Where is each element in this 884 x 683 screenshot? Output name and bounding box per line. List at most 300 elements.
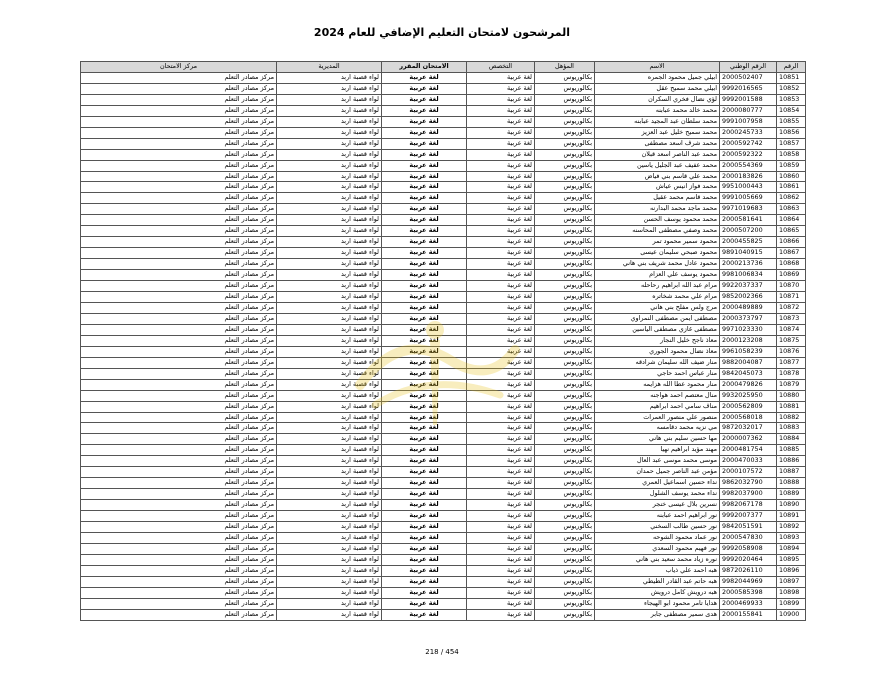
national-id: 2000007362 xyxy=(720,434,777,445)
exam-center: مركز مصادر التعلم xyxy=(81,543,277,554)
row-number: 10882 xyxy=(777,412,806,423)
qualification: بكالوريوس xyxy=(535,401,595,412)
row-number: 10864 xyxy=(777,215,806,226)
specialization: لغة عربية xyxy=(467,456,535,467)
specialization: لغة عربية xyxy=(467,335,535,346)
exam-center: مركز مصادر التعلم xyxy=(81,237,277,248)
table-row xyxy=(81,259,806,270)
exam-subject: لغة عربية xyxy=(382,270,467,281)
exam-subject: لغة عربية xyxy=(382,500,467,511)
candidate-name: منار عباس احمد حاجي xyxy=(595,368,720,379)
national-id: 9981006834 xyxy=(720,270,777,281)
exam-subject: لغة عربية xyxy=(382,149,467,160)
directorate: لواء قصبة اربد xyxy=(277,237,382,248)
directorate: لواء قصبة اربد xyxy=(277,489,382,500)
qualification: بكالوريوس xyxy=(535,434,595,445)
candidate-name: هدى سمير مصطفى جابر xyxy=(595,609,720,620)
row-number: 10885 xyxy=(777,445,806,456)
exam-center: مركز مصادر التعلم xyxy=(81,445,277,456)
specialization: لغة عربية xyxy=(467,259,535,270)
national-id: 9872026110 xyxy=(720,565,777,576)
specialization: لغة عربية xyxy=(467,292,535,303)
row-number: 10883 xyxy=(777,423,806,434)
row-number: 10860 xyxy=(777,171,806,182)
row-number: 10872 xyxy=(777,302,806,313)
table-row xyxy=(81,467,806,478)
exam-subject: لغة عربية xyxy=(382,543,467,554)
qualification: بكالوريوس xyxy=(535,609,595,620)
row-number: 10881 xyxy=(777,401,806,412)
row-number: 10873 xyxy=(777,313,806,324)
candidate-name: محمد سلطان عبد المجيد عبابنه xyxy=(595,116,720,127)
row-number: 10861 xyxy=(777,182,806,193)
row-number: 10895 xyxy=(777,554,806,565)
specialization: لغة عربية xyxy=(467,94,535,105)
table-row xyxy=(81,237,806,248)
specialization: لغة عربية xyxy=(467,281,535,292)
candidate-name: محمد سميح خليل عبد العزيز xyxy=(595,127,720,138)
exam-center: مركز مصادر التعلم xyxy=(81,522,277,533)
exam-center: مركز مصادر التعلم xyxy=(81,576,277,587)
specialization: لغة عربية xyxy=(467,127,535,138)
table-row xyxy=(81,324,806,335)
qualification: بكالوريوس xyxy=(535,554,595,565)
national-id: 2000562809 xyxy=(720,401,777,412)
specialization: لغة عربية xyxy=(467,215,535,226)
table-row xyxy=(81,116,806,127)
exam-subject: لغة عربية xyxy=(382,72,467,83)
national-id: 9961058239 xyxy=(720,346,777,357)
row-number: 10894 xyxy=(777,543,806,554)
table-row xyxy=(81,171,806,182)
specialization: لغة عربية xyxy=(467,390,535,401)
directorate: لواء قصبة اربد xyxy=(277,379,382,390)
table-row xyxy=(81,193,806,204)
national-id: 2000592742 xyxy=(720,138,777,149)
table-row xyxy=(81,379,806,390)
candidate-name: نوره زياد محمد سعيد بني هاني xyxy=(595,554,720,565)
specialization: لغة عربية xyxy=(467,171,535,182)
table-row xyxy=(81,554,806,565)
row-number: 10897 xyxy=(777,576,806,587)
table-row xyxy=(81,105,806,116)
exam-center: مركز مصادر التعلم xyxy=(81,105,277,116)
exam-center: مركز مصادر التعلم xyxy=(81,609,277,620)
directorate: لواء قصبة اربد xyxy=(277,149,382,160)
header-center: مركز الامتحان xyxy=(81,62,277,73)
qualification: بكالوريوس xyxy=(535,324,595,335)
header-national-id: الرقم الوطني xyxy=(720,62,777,73)
row-number: 10868 xyxy=(777,259,806,270)
table-header-row xyxy=(81,62,806,73)
specialization: لغة عربية xyxy=(467,116,535,127)
directorate: لواء قصبة اربد xyxy=(277,324,382,335)
qualification: بكالوريوس xyxy=(535,226,595,237)
exam-subject: لغة عربية xyxy=(382,138,467,149)
qualification: بكالوريوس xyxy=(535,259,595,270)
directorate: لواء قصبة اربد xyxy=(277,412,382,423)
qualification: بكالوريوس xyxy=(535,313,595,324)
row-number: 10871 xyxy=(777,292,806,303)
exam-subject: لغة عربية xyxy=(382,259,467,270)
national-id: 9842051591 xyxy=(720,522,777,533)
directorate: لواء قصبة اربد xyxy=(277,478,382,489)
candidate-name: منصور علي منصور العمرات xyxy=(595,412,720,423)
directorate: لواء قصبة اربد xyxy=(277,302,382,313)
exam-subject: لغة عربية xyxy=(382,292,467,303)
national-id: 9932025950 xyxy=(720,390,777,401)
table-row xyxy=(81,72,806,83)
table-row xyxy=(81,478,806,489)
specialization: لغة عربية xyxy=(467,368,535,379)
row-number: 10854 xyxy=(777,105,806,116)
candidate-name: محمد فواز انيس عياش xyxy=(595,182,720,193)
qualification: بكالوريوس xyxy=(535,302,595,313)
qualification: بكالوريوس xyxy=(535,204,595,215)
exam-subject: لغة عربية xyxy=(382,379,467,390)
exam-subject: لغة عربية xyxy=(382,511,467,522)
specialization: لغة عربية xyxy=(467,226,535,237)
national-id: 9842045073 xyxy=(720,368,777,379)
directorate: لواء قصبة اربد xyxy=(277,346,382,357)
candidate-name: هبه حاتم عبد القادر الطيطي xyxy=(595,576,720,587)
page-number: 218 / 454 xyxy=(425,648,459,656)
qualification: بكالوريوس xyxy=(535,489,595,500)
exam-subject: لغة عربية xyxy=(382,587,467,598)
exam-center: مركز مصادر التعلم xyxy=(81,204,277,215)
candidate-name: مؤمن عبد الناصر جميل حمدان xyxy=(595,467,720,478)
table-row xyxy=(81,281,806,292)
national-id: 2000489889 xyxy=(720,302,777,313)
candidate-name: مهند مؤيد ابراهيم نهيا xyxy=(595,445,720,456)
exam-subject: لغة عربية xyxy=(382,565,467,576)
header-no: الرقم xyxy=(777,62,806,73)
table-row xyxy=(81,215,806,226)
national-id: 9852002366 xyxy=(720,292,777,303)
table-row xyxy=(81,434,806,445)
qualification: بكالوريوس xyxy=(535,281,595,292)
specialization: لغة عربية xyxy=(467,313,535,324)
exam-center: مركز مصادر التعلم xyxy=(81,160,277,171)
directorate: لواء قصبة اربد xyxy=(277,554,382,565)
row-number: 10879 xyxy=(777,379,806,390)
header-qualification: المؤهل xyxy=(535,62,595,73)
directorate: لواء قصبة اربد xyxy=(277,138,382,149)
directorate: لواء قصبة اربد xyxy=(277,259,382,270)
header-exam: الامتحان المقرر xyxy=(382,62,467,73)
specialization: لغة عربية xyxy=(467,587,535,598)
specialization: لغة عربية xyxy=(467,83,535,94)
candidate-name: مرام علي محمد شخاتره xyxy=(595,292,720,303)
exam-center: مركز مصادر التعلم xyxy=(81,94,277,105)
table-row xyxy=(81,160,806,171)
candidate-name: مي نزيه محمد دقامسه xyxy=(595,423,720,434)
national-id: 9971023330 xyxy=(720,324,777,335)
specialization: لغة عربية xyxy=(467,489,535,500)
table-row xyxy=(81,127,806,138)
specialization: لغة عربية xyxy=(467,423,535,434)
qualification: بكالوريوس xyxy=(535,511,595,522)
directorate: لواء قصبة اربد xyxy=(277,72,382,83)
specialization: لغة عربية xyxy=(467,182,535,193)
candidate-name: ابيلي محمد سميح عقل xyxy=(595,83,720,94)
exam-subject: لغة عربية xyxy=(382,281,467,292)
national-id: 2000213736 xyxy=(720,259,777,270)
exam-center: مركز مصادر التعلم xyxy=(81,302,277,313)
exam-center: مركز مصادر التعلم xyxy=(81,532,277,543)
page-title: المرشحون لامتحان التعليم الإضافي للعام 2024 xyxy=(313,26,571,39)
exam-subject: لغة عربية xyxy=(382,390,467,401)
candidate-name: محمود عادل محمد شريف بني هاني xyxy=(595,259,720,270)
qualification: بكالوريوس xyxy=(535,335,595,346)
exam-subject: لغة عربية xyxy=(382,182,467,193)
qualification: بكالوريوس xyxy=(535,149,595,160)
national-id: 9872032017 xyxy=(720,423,777,434)
specialization: لغة عربية xyxy=(467,149,535,160)
row-number: 10893 xyxy=(777,532,806,543)
qualification: بكالوريوس xyxy=(535,237,595,248)
national-id: 2000245733 xyxy=(720,127,777,138)
exam-center: مركز مصادر التعلم xyxy=(81,565,277,576)
candidate-name: هدايا تامر محمود ابو الهيجاء xyxy=(595,598,720,609)
exam-center: مركز مصادر التعلم xyxy=(81,292,277,303)
national-id: 9971019683 xyxy=(720,204,777,215)
row-number: 10898 xyxy=(777,587,806,598)
qualification: بكالوريوس xyxy=(535,138,595,149)
exam-center: مركز مصادر التعلم xyxy=(81,379,277,390)
directorate: لواء قصبة اربد xyxy=(277,434,382,445)
qualification: بكالوريوس xyxy=(535,105,595,116)
national-id: 2000481754 xyxy=(720,445,777,456)
directorate: لواء قصبة اربد xyxy=(277,368,382,379)
candidate-name: معاذ ناجح خليل النجار xyxy=(595,335,720,346)
table-row xyxy=(81,500,806,511)
candidate-name: محمد عفيف عبد الجليل ياسين xyxy=(595,160,720,171)
national-id: 9991005669 xyxy=(720,193,777,204)
exam-subject: لغة عربية xyxy=(382,346,467,357)
row-number: 10858 xyxy=(777,149,806,160)
exam-subject: لغة عربية xyxy=(382,445,467,456)
directorate: لواء قصبة اربد xyxy=(277,543,382,554)
directorate: لواء قصبة اربد xyxy=(277,609,382,620)
national-id: 2000080777 xyxy=(720,105,777,116)
directorate: لواء قصبة اربد xyxy=(277,292,382,303)
table-row xyxy=(81,511,806,522)
header-specialization: التخصص xyxy=(467,62,535,73)
exam-center: مركز مصادر التعلم xyxy=(81,335,277,346)
exam-subject: لغة عربية xyxy=(382,215,467,226)
candidate-name: محمد محمود يوسف الحسن xyxy=(595,215,720,226)
national-id: 2000554369 xyxy=(720,160,777,171)
qualification: بكالوريوس xyxy=(535,346,595,357)
qualification: بكالوريوس xyxy=(535,357,595,368)
row-number: 10890 xyxy=(777,500,806,511)
qualification: بكالوريوس xyxy=(535,193,595,204)
candidate-name: منار محمود عطا الله هزايمه xyxy=(595,379,720,390)
specialization: لغة عربية xyxy=(467,346,535,357)
table-row xyxy=(81,587,806,598)
candidate-name: محمود صبحي سليمان عيسى xyxy=(595,248,720,259)
national-id: 2000469933 xyxy=(720,598,777,609)
qualification: بكالوريوس xyxy=(535,576,595,587)
exam-center: مركز مصادر التعلم xyxy=(81,401,277,412)
candidate-name: محمد ماجد محمد البدارنه xyxy=(595,204,720,215)
qualification: بكالوريوس xyxy=(535,445,595,456)
candidate-name: محمود سمير محمود تمر xyxy=(595,237,720,248)
exam-subject: لغة عربية xyxy=(382,412,467,423)
candidate-name: محمد وصفي مصطفى المحاسنه xyxy=(595,226,720,237)
qualification: بكالوريوس xyxy=(535,522,595,533)
qualification: بكالوريوس xyxy=(535,467,595,478)
exam-subject: لغة عربية xyxy=(382,313,467,324)
national-id: 2000547830 xyxy=(720,532,777,543)
qualification: بكالوريوس xyxy=(535,565,595,576)
directorate: لواء قصبة اربد xyxy=(277,467,382,478)
exam-center: مركز مصادر التعلم xyxy=(81,467,277,478)
table-row xyxy=(81,270,806,281)
candidate-name: نور فهيم محمود السعدي xyxy=(595,543,720,554)
specialization: لغة عربية xyxy=(467,543,535,554)
specialization: لغة عربية xyxy=(467,598,535,609)
national-id: 9862032790 xyxy=(720,478,777,489)
qualification: بكالوريوس xyxy=(535,379,595,390)
national-id: 2000455825 xyxy=(720,237,777,248)
directorate: لواء قصبة اربد xyxy=(277,83,382,94)
table-row xyxy=(81,532,806,543)
table-row xyxy=(81,204,806,215)
candidate-name: مناف سامي احمد ابراهيم xyxy=(595,401,720,412)
candidate-name: مرام عبد الله ابراهيم رحاحله xyxy=(595,281,720,292)
qualification: بكالوريوس xyxy=(535,390,595,401)
candidate-name: نور حسين طالب السخني xyxy=(595,522,720,533)
specialization: لغة عربية xyxy=(467,401,535,412)
specialization: لغة عربية xyxy=(467,532,535,543)
exam-subject: لغة عربية xyxy=(382,335,467,346)
qualification: بكالوريوس xyxy=(535,587,595,598)
qualification: بكالوريوس xyxy=(535,423,595,434)
row-number: 10877 xyxy=(777,357,806,368)
exam-center: مركز مصادر التعلم xyxy=(81,423,277,434)
exam-subject: لغة عربية xyxy=(382,357,467,368)
exam-center: مركز مصادر التعلم xyxy=(81,554,277,565)
candidate-name: محمود يوسف علي العزام xyxy=(595,270,720,281)
row-number: 10859 xyxy=(777,160,806,171)
row-number: 10900 xyxy=(777,609,806,620)
national-id: 9991007958 xyxy=(720,116,777,127)
table-row xyxy=(81,423,806,434)
exam-center: مركز مصادر التعلم xyxy=(81,226,277,237)
qualification: بكالوريوس xyxy=(535,368,595,379)
candidate-name: محمد شرف اسعد مصطفى xyxy=(595,138,720,149)
exam-center: مركز مصادر التعلم xyxy=(81,368,277,379)
exam-center: مركز مصادر التعلم xyxy=(81,434,277,445)
qualification: بكالوريوس xyxy=(535,270,595,281)
qualification: بكالوريوس xyxy=(535,543,595,554)
table-row xyxy=(81,149,806,160)
exam-subject: لغة عربية xyxy=(382,171,467,182)
exam-subject: لغة عربية xyxy=(382,324,467,335)
exam-center: مركز مصادر التعلم xyxy=(81,456,277,467)
row-number: 10867 xyxy=(777,248,806,259)
national-id: 2000155841 xyxy=(720,609,777,620)
exam-center: مركز مصادر التعلم xyxy=(81,182,277,193)
qualification: بكالوريوس xyxy=(535,182,595,193)
directorate: لواء قصبة اربد xyxy=(277,127,382,138)
candidate-name: نسرين بلال عيسى خنجر xyxy=(595,500,720,511)
national-id: 2000585398 xyxy=(720,587,777,598)
qualification: بكالوريوس xyxy=(535,412,595,423)
row-number: 10865 xyxy=(777,226,806,237)
table-row xyxy=(81,598,806,609)
row-number: 10896 xyxy=(777,565,806,576)
row-number: 10870 xyxy=(777,281,806,292)
row-number: 10856 xyxy=(777,127,806,138)
table-row xyxy=(81,248,806,259)
candidate-name: لؤي نضال فخري السكران xyxy=(595,94,720,105)
table-row xyxy=(81,94,806,105)
national-id: 9882004087 xyxy=(720,357,777,368)
directorate: لواء قصبة اربد xyxy=(277,445,382,456)
candidate-name: محمد عبد الناصر اسعد قبلان xyxy=(595,149,720,160)
candidate-name: منال معتصم احمد هواجنه xyxy=(595,390,720,401)
exam-subject: لغة عربية xyxy=(382,248,467,259)
table-row xyxy=(81,357,806,368)
candidate-name: محمد خالد محمد عبابنه xyxy=(595,105,720,116)
exam-subject: لغة عربية xyxy=(382,522,467,533)
directorate: لواء قصبة اربد xyxy=(277,511,382,522)
national-id: 2000470033 xyxy=(720,456,777,467)
national-id: 9891040915 xyxy=(720,248,777,259)
specialization: لغة عربية xyxy=(467,522,535,533)
exam-subject: لغة عربية xyxy=(382,302,467,313)
candidate-name: مرج ولس مفلح بني هاني xyxy=(595,302,720,313)
exam-center: مركز مصادر التعلم xyxy=(81,587,277,598)
exam-center: مركز مصادر التعلم xyxy=(81,171,277,182)
table-row xyxy=(81,182,806,193)
row-number: 10878 xyxy=(777,368,806,379)
national-id: 9992016565 xyxy=(720,83,777,94)
row-number: 10869 xyxy=(777,270,806,281)
row-number: 10851 xyxy=(777,72,806,83)
exam-center: مركز مصادر التعلم xyxy=(81,511,277,522)
directorate: لواء قصبة اربد xyxy=(277,182,382,193)
directorate: لواء قصبة اربد xyxy=(277,193,382,204)
exam-center: مركز مصادر التعلم xyxy=(81,598,277,609)
exam-center: مركز مصادر التعلم xyxy=(81,193,277,204)
qualification: بكالوريوس xyxy=(535,456,595,467)
specialization: لغة عربية xyxy=(467,467,535,478)
table-row xyxy=(81,292,806,303)
row-number: 10876 xyxy=(777,346,806,357)
row-number: 10853 xyxy=(777,94,806,105)
directorate: لواء قصبة اربد xyxy=(277,313,382,324)
exam-subject: لغة عربية xyxy=(382,237,467,248)
table-row xyxy=(81,543,806,554)
directorate: لواء قصبة اربد xyxy=(277,532,382,543)
row-number: 10852 xyxy=(777,83,806,94)
national-id: 2000373797 xyxy=(720,313,777,324)
table-row xyxy=(81,346,806,357)
specialization: لغة عربية xyxy=(467,302,535,313)
candidate-name: معاذ نضال محمود الجوري xyxy=(595,346,720,357)
table-row xyxy=(81,576,806,587)
table-row xyxy=(81,335,806,346)
qualification: بكالوريوس xyxy=(535,478,595,489)
exam-subject: لغة عربية xyxy=(382,116,467,127)
exam-subject: لغة عربية xyxy=(382,434,467,445)
directorate: لواء قصبة اربد xyxy=(277,226,382,237)
candidate-name: نور ابراهيم احمد عبابنه xyxy=(595,511,720,522)
